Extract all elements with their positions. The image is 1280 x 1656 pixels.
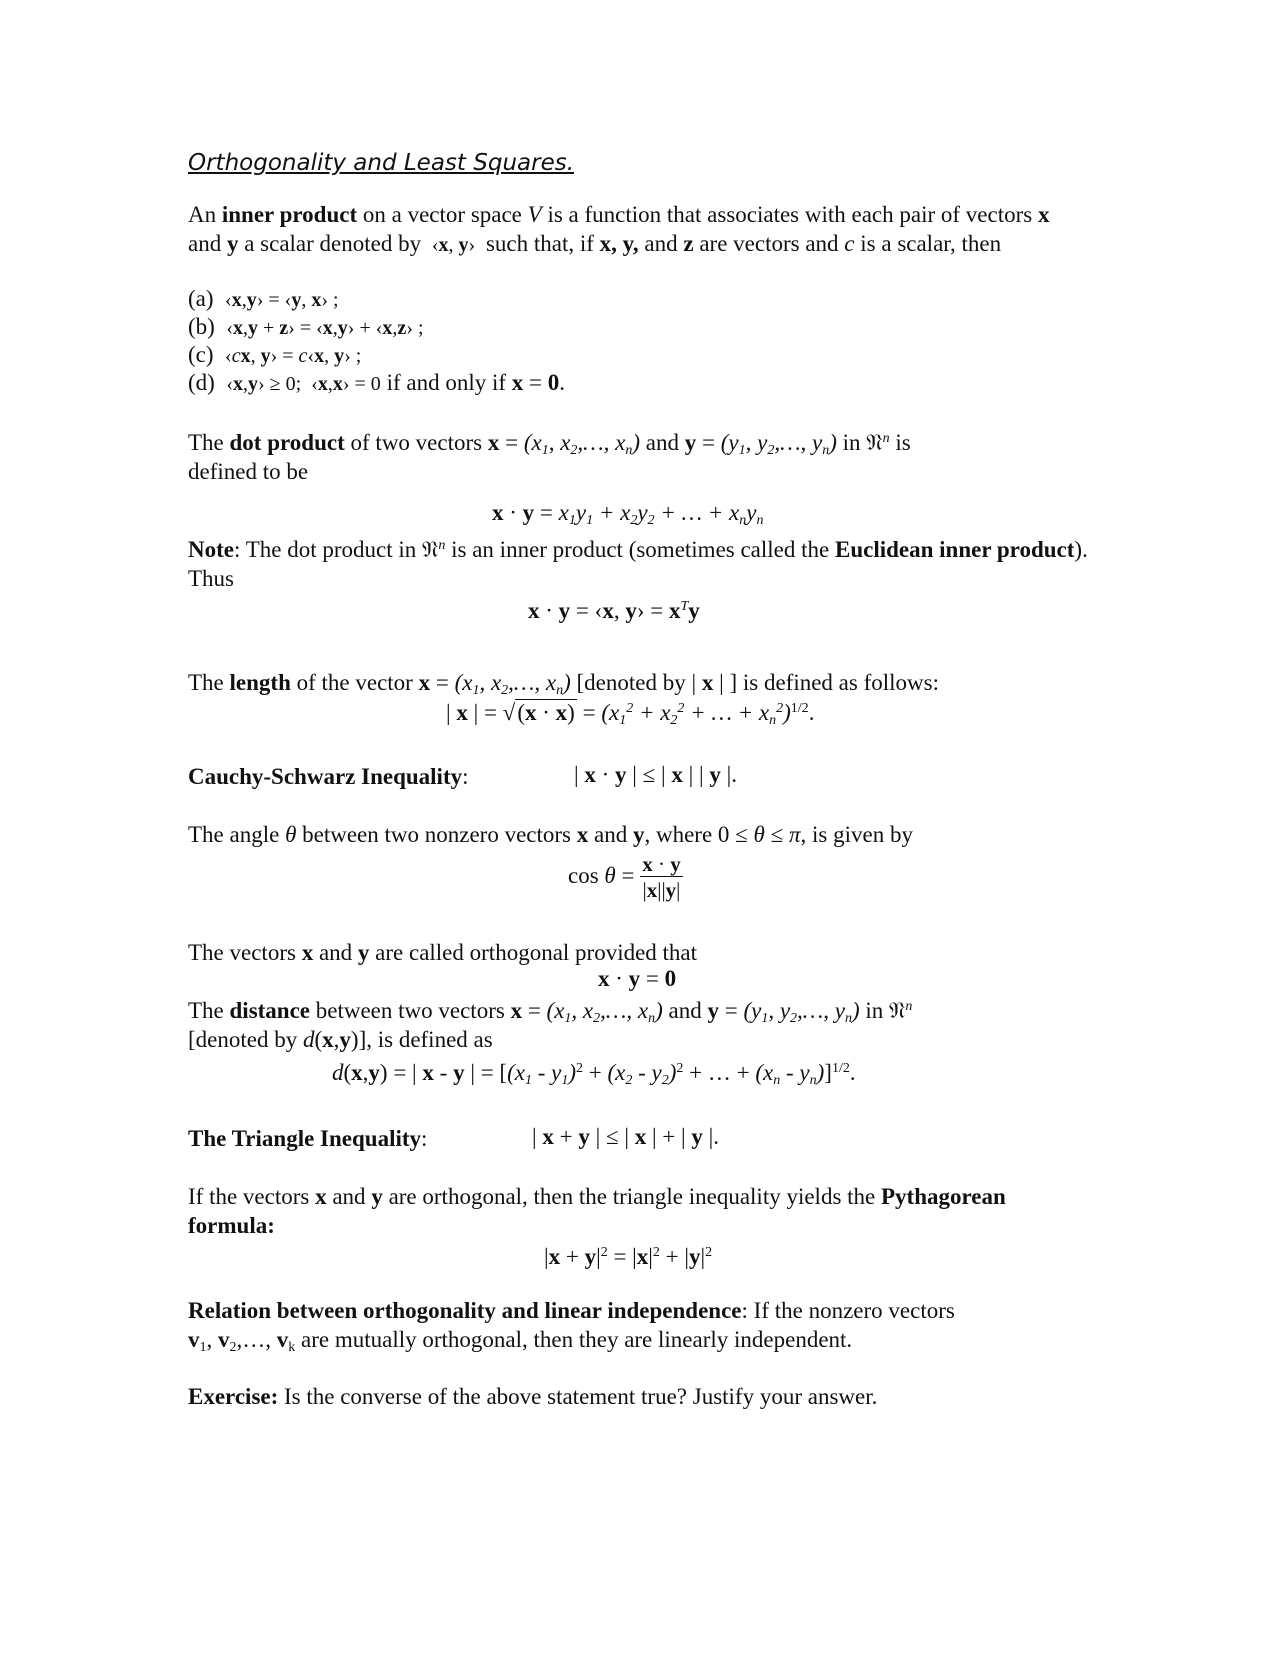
relation-paragraph: Relation between orthogonality and linear independence: If the nonzero vectors $v_1$, $v_2,\dots$, $v_k$ are mutually orthogonal, then they are linearly independent. — [188, 1298, 955, 1355]
pythagorean-paragraph: If the vectors x and y are orthogonal, then the triangle inequality yields the Pythagorean formula: — [188, 1184, 1006, 1238]
cauchy-schwarz-formula: | x · y | ≤ | x | | y |. — [574, 762, 737, 787]
triangle-inequality-row: The Triangle Inequality: — [188, 1126, 428, 1151]
distance-formula: d(x,y) = | x - y | = [$(x_1 - y_1)^2 + (x_2 - y_2)^2$ + … + $(x_n - y_n)]^{1/2}$. — [332, 1060, 856, 1088]
angle-formula: cos θ = $\frac{x \cdot y}{|x||y|}$ — [568, 852, 681, 902]
note-paragraph: Note: The dot product in 𝔑$^n$ is an inner product (sometimes called the Euclidean inner product). Thus — [188, 537, 1088, 591]
angle-paragraph: The angle θ between two nonzero vectors x and y, where 0 ≤ θ ≤ π, is given by — [188, 822, 913, 847]
orthogonal-paragraph: The vectors x and y are called orthogonal provided that — [188, 940, 698, 965]
length-paragraph: The length of the vector $x = (x_1$, $x_2,\dots$, $x_n$) [denoted by | x | ] is defined as follows: — [188, 670, 939, 698]
pythagorean-formula: $|x + y|^2 = |x|^2 + |y|^2$ — [544, 1244, 713, 1269]
orthogonal-formula: x · y = 0 — [598, 966, 677, 991]
inner-product-paragraph: An inner product on a vector space V is a function that associates with each pair of vectors x and y a scalar denoted by ‹x, y› such that, if x, y, and z are vectors and c is a scalar, then — [188, 202, 1050, 256]
inner-product-transpose-formula: x · y = ‹x, y› = $x^Ty$ — [528, 598, 700, 623]
axiom-b: (b) ‹x,y + z› = ‹x,y› + ‹x,z› ; — [188, 314, 424, 339]
distance-paragraph: The distance between two vectors $x = (x_1$, $x_2,\dots$, $x_n$) and $y = (y_1$, $y_2,\dots$, $y_n$) in 𝔑$^n$ [denoted by d(x,y)], is defined as — [188, 998, 913, 1052]
exercise-paragraph: Exercise: Is the converse of the above statement true? Justify your answer. — [188, 1384, 878, 1409]
cauchy-schwarz-row: Cauchy-Schwarz Inequality: — [188, 764, 469, 789]
page-title: Orthogonality and Least Squares. — [188, 150, 575, 176]
triangle-inequality-formula: | x + y | ≤ | x | + | y |. — [532, 1124, 719, 1149]
dot-product-paragraph: The dot product of two vectors $x = (x_1$, $x_2,\dots$, $x_n$) and $y = (y_1$, $y_2,\dots$, $y_n$) in 𝔑$^n$ is defined to be — [188, 430, 911, 484]
dot-product-formula: $x \cdot y = x_1y_1 + x_2y_2$ + … + $x_ny_n$ — [492, 500, 764, 528]
length-formula: | x | = $√(x \cdot x) = (x_1^2 + x_2^2$ + … + $x_n^2)^{1/2}$. — [446, 700, 815, 728]
axiom-a: (a) ‹x,y› = ‹y, x› ; — [188, 286, 339, 311]
axiom-c: (c) ‹cx, y› = c‹x, y› ; — [188, 342, 362, 367]
axiom-d: (d) ‹x,y› ≥ 0; ‹x,x› = 0 if and only if x = 0. — [188, 370, 565, 395]
